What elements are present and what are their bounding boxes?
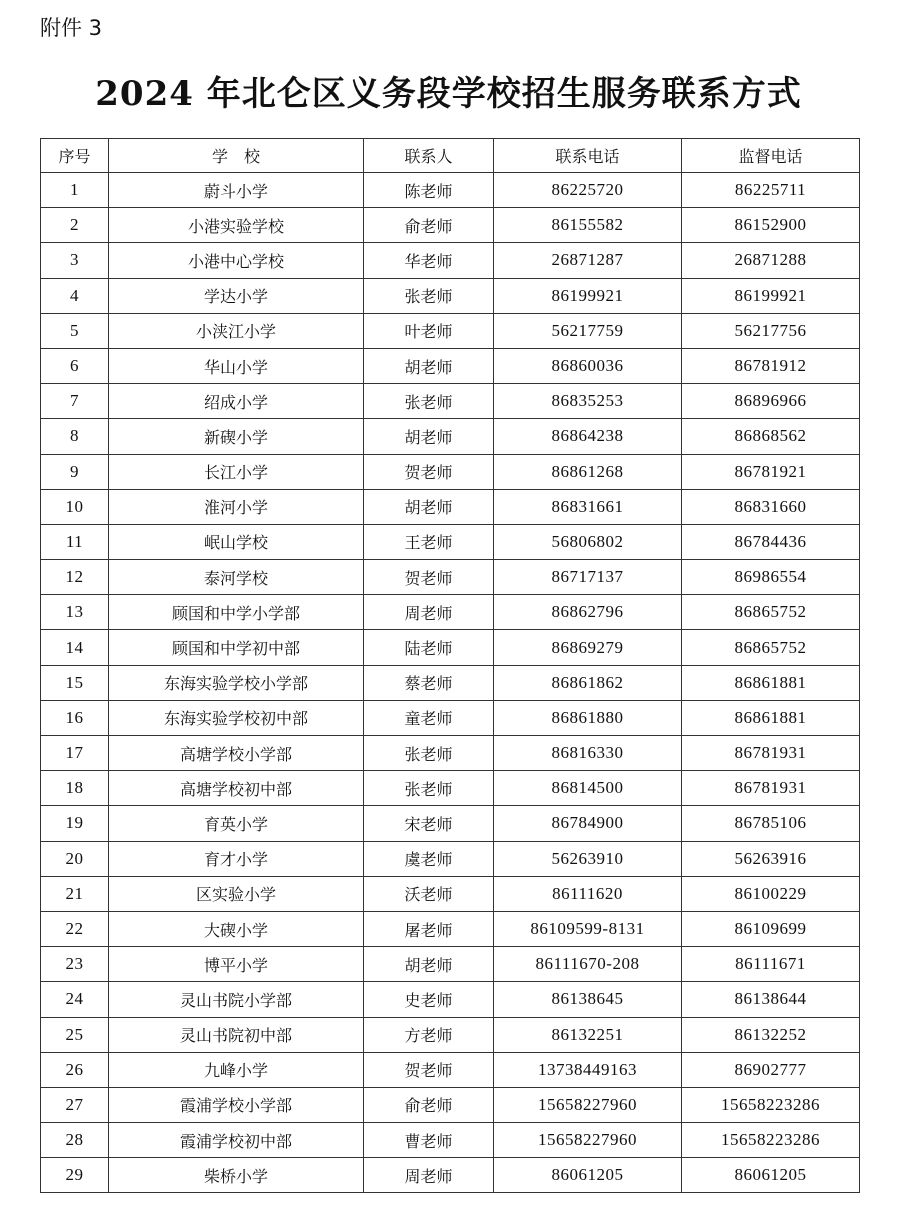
contact-phone: 86861862 [494,665,682,700]
contact-person: 胡老师 [364,947,494,982]
supervision-phone: 86785106 [682,806,860,841]
contact-phone: 86784900 [494,806,682,841]
row-index: 11 [41,524,109,559]
contact-phone: 56217759 [494,313,682,348]
contact-person: 周老师 [364,1158,494,1193]
contact-phone: 15658227960 [494,1123,682,1158]
contact-phone: 86717137 [494,560,682,595]
table-row [41,841,860,876]
table-row [41,208,860,243]
table-row [41,1087,860,1122]
table-row [41,595,860,630]
header-index: 序号 [41,139,109,173]
contact-phone: 86155582 [494,208,682,243]
row-index: 8 [41,419,109,454]
contact-person: 贺老师 [364,454,494,489]
school-name: 博平小学 [109,947,364,982]
table-row [41,771,860,806]
contact-person: 贺老师 [364,1052,494,1087]
supervision-phone: 15658223286 [682,1087,860,1122]
school-name: 顾国和中学初中部 [109,630,364,665]
row-index: 24 [41,982,109,1017]
supervision-phone: 86199921 [682,278,860,313]
supervision-phone: 86061205 [682,1158,860,1193]
contact-person: 史老师 [364,982,494,1017]
supervision-phone: 86781921 [682,454,860,489]
contact-person: 胡老师 [364,419,494,454]
contact-phone: 86862796 [494,595,682,630]
table-row [41,876,860,911]
row-index: 29 [41,1158,109,1193]
row-index: 2 [41,208,109,243]
school-name: 顾国和中学小学部 [109,595,364,630]
row-index: 16 [41,700,109,735]
supervision-phone: 86784436 [682,524,860,559]
table-row [41,348,860,383]
contact-person: 张老师 [364,384,494,419]
supervision-phone: 86781931 [682,771,860,806]
contact-phone: 86816330 [494,736,682,771]
school-name: 霞浦学校初中部 [109,1123,364,1158]
contact-person: 王老师 [364,524,494,559]
table-row [41,454,860,489]
row-index: 3 [41,243,109,278]
table-row [41,700,860,735]
supervision-phone: 86109699 [682,911,860,946]
school-name: 淮河小学 [109,489,364,524]
table-row [41,278,860,313]
school-name: 区实验小学 [109,876,364,911]
contact-person: 周老师 [364,595,494,630]
row-index: 23 [41,947,109,982]
table-row [41,630,860,665]
row-index: 27 [41,1087,109,1122]
contact-phone: 86861880 [494,700,682,735]
supervision-phone: 86138644 [682,982,860,1017]
row-index: 19 [41,806,109,841]
header-school: 学 校 [109,139,364,173]
supervision-phone: 86902777 [682,1052,860,1087]
row-index: 14 [41,630,109,665]
row-index: 12 [41,560,109,595]
school-name: 绍成小学 [109,384,364,419]
table-row [41,243,860,278]
supervision-phone: 86132252 [682,1017,860,1052]
table-row [41,665,860,700]
contact-person: 曹老师 [364,1123,494,1158]
supervision-phone: 86111671 [682,947,860,982]
supervision-phone: 86865752 [682,595,860,630]
row-index: 9 [41,454,109,489]
row-index: 20 [41,841,109,876]
table-row [41,911,860,946]
contact-phone: 86864238 [494,419,682,454]
contact-phone: 13738449163 [494,1052,682,1087]
row-index: 15 [41,665,109,700]
table-header-row [41,139,860,173]
contact-person: 华老师 [364,243,494,278]
school-name: 九峰小学 [109,1052,364,1087]
supervision-phone: 86831660 [682,489,860,524]
contact-person: 叶老师 [364,313,494,348]
row-index: 1 [41,173,109,208]
supervision-phone: 56217756 [682,313,860,348]
supervision-phone: 86781912 [682,348,860,383]
school-name: 东海实验学校小学部 [109,665,364,700]
row-index: 7 [41,384,109,419]
contact-phone: 56806802 [494,524,682,559]
contact-person: 蔡老师 [364,665,494,700]
school-name: 学达小学 [109,278,364,313]
contact-person: 陈老师 [364,173,494,208]
contact-phone: 86199921 [494,278,682,313]
table-row [41,173,860,208]
contact-phone: 15658227960 [494,1087,682,1122]
row-index: 26 [41,1052,109,1087]
contact-person: 贺老师 [364,560,494,595]
school-name: 大碶小学 [109,911,364,946]
contact-person: 虞老师 [364,841,494,876]
school-name: 岷山学校 [109,524,364,559]
school-name: 小浃江小学 [109,313,364,348]
contact-phone: 86061205 [494,1158,682,1193]
contact-person: 俞老师 [364,208,494,243]
supervision-phone: 86986554 [682,560,860,595]
header-supervision-phone: 监督电话 [682,139,860,173]
contact-person: 方老师 [364,1017,494,1052]
supervision-phone: 86896966 [682,384,860,419]
school-name: 东海实验学校初中部 [109,700,364,735]
supervision-phone: 86865752 [682,630,860,665]
table-row [41,947,860,982]
contact-person: 张老师 [364,736,494,771]
contact-phone: 86111620 [494,876,682,911]
row-index: 18 [41,771,109,806]
supervision-phone: 15658223286 [682,1123,860,1158]
supervision-phone: 86868562 [682,419,860,454]
header-phone: 联系电话 [494,139,682,173]
table-row [41,384,860,419]
page-title: 2024 年北仑区义务段学校招生服务联系方式 [95,74,802,114]
table-row [41,1123,860,1158]
contact-person: 屠老师 [364,911,494,946]
row-index: 13 [41,595,109,630]
row-index: 25 [41,1017,109,1052]
contact-person: 宋老师 [364,806,494,841]
contact-phone: 56263910 [494,841,682,876]
table-row [41,806,860,841]
contact-phone: 86138645 [494,982,682,1017]
row-index: 4 [41,278,109,313]
contact-phone: 86835253 [494,384,682,419]
supervision-phone: 86152900 [682,208,860,243]
contact-person: 张老师 [364,278,494,313]
row-index: 6 [41,348,109,383]
contact-phone: 86111670-208 [494,947,682,982]
contact-phone: 86861268 [494,454,682,489]
supervision-phone: 26871288 [682,243,860,278]
supervision-phone: 56263916 [682,841,860,876]
school-name: 霞浦学校小学部 [109,1087,364,1122]
contact-phone: 86814500 [494,771,682,806]
row-index: 28 [41,1123,109,1158]
contact-phone: 86860036 [494,348,682,383]
school-name: 小港实验学校 [109,208,364,243]
school-name: 小港中心学校 [109,243,364,278]
contact-person: 胡老师 [364,489,494,524]
table-row [41,419,860,454]
school-name: 长江小学 [109,454,364,489]
school-name: 灵山书院初中部 [109,1017,364,1052]
supervision-phone: 86861881 [682,700,860,735]
contact-phone: 26871287 [494,243,682,278]
contact-phone: 86831661 [494,489,682,524]
supervision-phone: 86861881 [682,665,860,700]
contact-phone: 86869279 [494,630,682,665]
contact-person: 陆老师 [364,630,494,665]
contact-person: 胡老师 [364,348,494,383]
contact-person: 张老师 [364,771,494,806]
table-row [41,736,860,771]
contact-phone: 86225720 [494,173,682,208]
table-row [41,1017,860,1052]
row-index: 22 [41,911,109,946]
row-index: 5 [41,313,109,348]
contact-person: 沃老师 [364,876,494,911]
school-name: 高塘学校初中部 [109,771,364,806]
contact-person: 童老师 [364,700,494,735]
school-name: 华山小学 [109,348,364,383]
row-index: 17 [41,736,109,771]
school-name: 泰河学校 [109,560,364,595]
row-index: 21 [41,876,109,911]
contact-phone: 86109599-8131 [494,911,682,946]
supervision-phone: 86225711 [682,173,860,208]
school-name: 灵山书院小学部 [109,982,364,1017]
supervision-phone: 86781931 [682,736,860,771]
school-name: 高塘学校小学部 [109,736,364,771]
contact-table [40,138,860,1193]
contact-phone: 86132251 [494,1017,682,1052]
table-row [41,1052,860,1087]
contact-person: 俞老师 [364,1087,494,1122]
attachment-label: 附件 3 [40,16,103,40]
table-row [41,560,860,595]
table-row [41,489,860,524]
school-name: 新碶小学 [109,419,364,454]
school-name: 蔚斗小学 [109,173,364,208]
table-row [41,313,860,348]
table-row [41,982,860,1017]
supervision-phone: 86100229 [682,876,860,911]
table-row [41,524,860,559]
table-row [41,1158,860,1193]
header-contact: 联系人 [364,139,494,173]
school-name: 育才小学 [109,841,364,876]
school-name: 柴桥小学 [109,1158,364,1193]
school-name: 育英小学 [109,806,364,841]
row-index: 10 [41,489,109,524]
